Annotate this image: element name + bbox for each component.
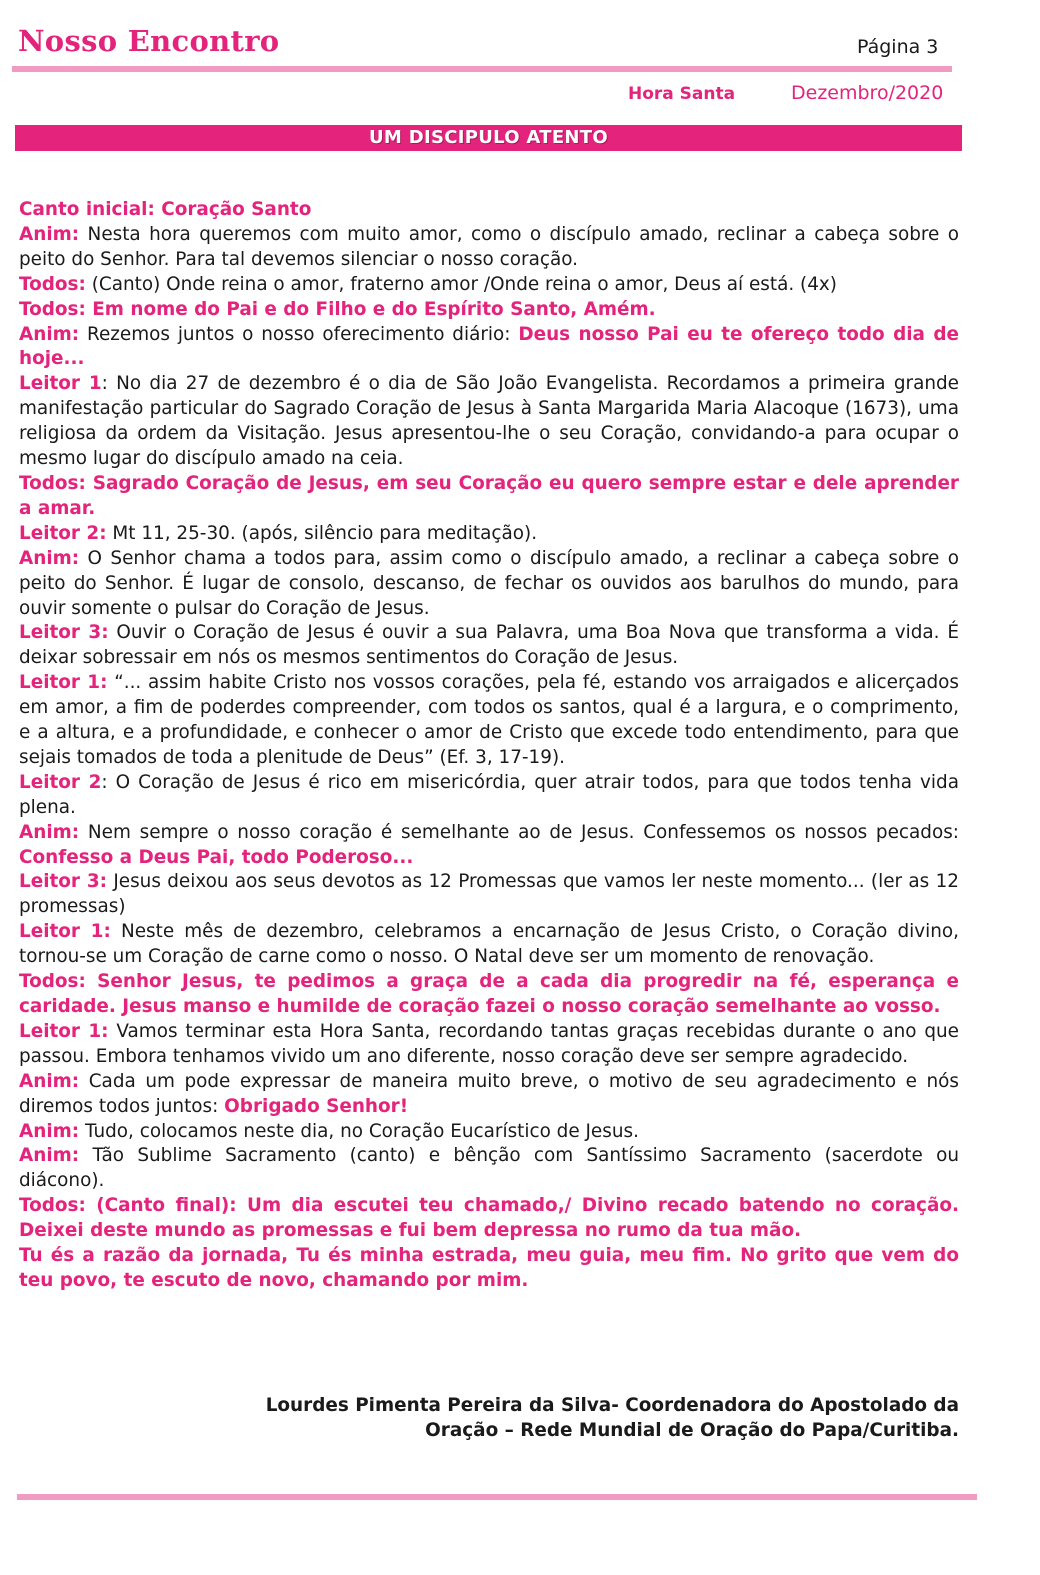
highlighted-text: Anim: — [19, 223, 80, 245]
script-paragraph — [19, 870, 959, 920]
body-text: Cada um pode expressar de maneira muito breve, o motivo de seu agradecimento e nós diremos todos juntos: — [19, 1070, 959, 1117]
script-paragraph — [19, 1070, 959, 1120]
script-paragraph — [19, 323, 959, 373]
highlighted-text: Anim: — [19, 1145, 80, 1167]
highlighted-text: Leitor 2: — [19, 522, 107, 544]
highlighted-text: Todos: Em nome do Pai e do Filho e do Espírito Santo, Amém. — [19, 298, 656, 320]
script-paragraph — [19, 1020, 959, 1070]
highlighted-text: Anim: — [19, 547, 80, 569]
highlighted-text: Tu és a razão da jornada, Tu és minha estrada, meu guia, meu fim. No grito que vem do teu povo, te escuto de novo, chamando por mim. — [19, 1245, 959, 1291]
highlighted-text: Obrigado Senhor! — [224, 1095, 409, 1117]
script-paragraph — [19, 273, 959, 298]
highlighted-text: Leitor 1 — [19, 373, 102, 395]
script-paragraph — [19, 472, 959, 522]
script-paragraph — [19, 298, 959, 323]
highlighted-text: Leitor 3: — [19, 622, 109, 644]
highlighted-text: Leitor 1: — [19, 672, 108, 694]
highlighted-text: Confesso a Deus Pai, todo Poderoso... — [19, 846, 414, 868]
body-text: Tudo, colocamos neste dia, no Coração Eucarístico de Jesus. — [79, 1120, 639, 1142]
body-text: Vamos terminar esta Hora Santa, recordando tantas graças recebidas durante o ano que passou. Embora tenhamos vivido um ano diferente, nosso coração deve ser sempre agradecido. — [19, 1020, 959, 1067]
issue-date: Dezembro/2020 — [791, 82, 944, 104]
script-paragraph — [19, 821, 959, 871]
highlighted-text: Anim: — [19, 323, 80, 345]
script-paragraph — [19, 920, 959, 970]
body-text: Nem sempre o nosso coração é semelhante ao de Jesus. Confessemos os nossos pecados: — [79, 821, 959, 843]
highlighted-text: Leitor 1: — [19, 921, 111, 943]
highlighted-text: Todos: — [19, 273, 86, 295]
body-text: Tão Sublime Sacramento (canto) e bênção com Santíssimo Sacramento (sacerdote ou diácono). — [19, 1145, 959, 1192]
author-signature — [180, 1394, 959, 1444]
highlighted-text: Todos: (Canto final): Um dia escutei teu chamado,/ Divino recado batendo no coração. Deixei deste mundo as promessas e fui bem depressa no rumo da tua mão. — [19, 1195, 959, 1242]
body-text: O Senhor chama a todos para, assim como o discípulo amado, a reclinar a cabeça sobre o peito do Senhor. É lugar de consolo, descanso, de fechar os ouvidos aos barulhos do mundo, para ouvir somente o pulsar do Coração de Jesus. — [19, 547, 959, 619]
highlighted-text: Anim: — [19, 821, 80, 843]
body-text: Neste mês de dezembro, celebramos a encarnação de Jesus Cristo, o Coração divino, tornou-se um Coração de carne como o nosso. O Natal deve ser um momento de renovação. — [19, 921, 960, 968]
script-paragraph — [19, 547, 959, 622]
highlighted-text: Todos: Sagrado Coração de Jesus, em seu Coração eu quero sempre estar e dele aprender a amar. — [19, 472, 959, 519]
body-text: : O Coração de Jesus é rico em misericórdia, quer atrair todos, para que todos tenha vida plena. — [19, 771, 959, 818]
body-text: Jesus deixou aos seus devotos as 12 Promessas que vamos ler neste momento... (ler as 12 promessas) — [19, 871, 959, 918]
script-paragraph — [19, 1144, 959, 1194]
script-paragraph — [19, 771, 959, 821]
body-text: Nesta hora queremos com muito amor, como o discípulo amado, reclinar a cabeça sobre o peito do Senhor. Para tal devemos silenciar o nosso coração. — [19, 223, 959, 270]
script-paragraph — [19, 1244, 959, 1294]
article-body — [19, 198, 959, 1294]
highlighted-text: Canto inicial: Coração Santo — [19, 199, 312, 220]
script-paragraph — [19, 970, 959, 1020]
script-paragraph — [19, 671, 959, 771]
highlighted-text: Leitor 2 — [19, 771, 102, 793]
signature-line: Lourdes Pimenta Pereira da Silva- Coordenadora do Apostolado da — [265, 1395, 959, 1416]
body-text: Rezemos juntos o nosso oferecimento diário: — [79, 323, 519, 345]
body-text: (Canto) Onde reina o amor, fraterno amor /Onde reina o amor, Deus aí está. (4x) — [85, 273, 837, 295]
highlighted-text: Deus nosso Pai eu te ofereço todo dia de hoje... — [19, 323, 959, 370]
body-text: Mt 11, 25-30. (após, silêncio para meditação). — [106, 522, 538, 544]
script-paragraph — [19, 522, 959, 547]
script-paragraph — [19, 223, 959, 273]
highlighted-text: Todos: Senhor Jesus, te pedimos a graça de a cada dia progredir na fé, esperança e caridade. Jesus manso e humilde de coração fazei o nosso coração semelhante ao vosso. — [19, 971, 959, 1017]
script-paragraph — [19, 621, 959, 671]
script-paragraph — [19, 1120, 959, 1145]
article-title-banner: UM DISCIPULO ATENTO — [15, 125, 962, 151]
section-name: Hora Santa — [628, 84, 736, 104]
body-text: “... assim habite Cristo nos vossos corações, pela fé, estando vos arraigados e alicerçados em amor, a fim de poderdes compreender, com todos os santos, qual é a largura, e o comprimento, e a altura, e a profundidade, e conhecer o amor de Cristo que excede todo entendimento, para que sejais tomados de toda a plenitude de Deus” (Ef. 3, 17-19). — [19, 672, 960, 768]
header-divider — [12, 66, 952, 72]
body-text: Ouvir o Coração de Jesus é ouvir a sua Palavra, uma Boa Nova que transforma a vida. É deixar sobressair em nós os mesmos sentimentos do Coração de Jesus. — [19, 622, 960, 669]
script-paragraph — [19, 198, 959, 223]
signature-line: Oração – Rede Mundial de Oração do Papa/Curitiba. — [425, 1419, 959, 1441]
highlighted-text: Anim: — [19, 1120, 80, 1142]
page-number: Página 3 — [857, 36, 939, 58]
footer-divider — [17, 1494, 977, 1500]
highlighted-text: Leitor 3: — [19, 871, 108, 893]
highlighted-text: Anim: — [19, 1070, 80, 1092]
highlighted-text: Leitor 1: — [19, 1020, 109, 1042]
newsletter-title: Nosso Encontro — [18, 24, 280, 58]
script-paragraph — [19, 372, 959, 472]
script-paragraph — [19, 1194, 959, 1244]
body-text: : No dia 27 de dezembro é o dia de São João Evangelista. Recordamos a primeira grande manifestação particular do Sagrado Coração de Jesus à Santa Margarida Maria Alacoque (1673), uma religiosa da ordem da Visitação. Jesus apresentou-lhe o seu Coração, convidando-a para ocupar o mesmo lugar do discípulo amado na ceia. — [19, 373, 959, 470]
